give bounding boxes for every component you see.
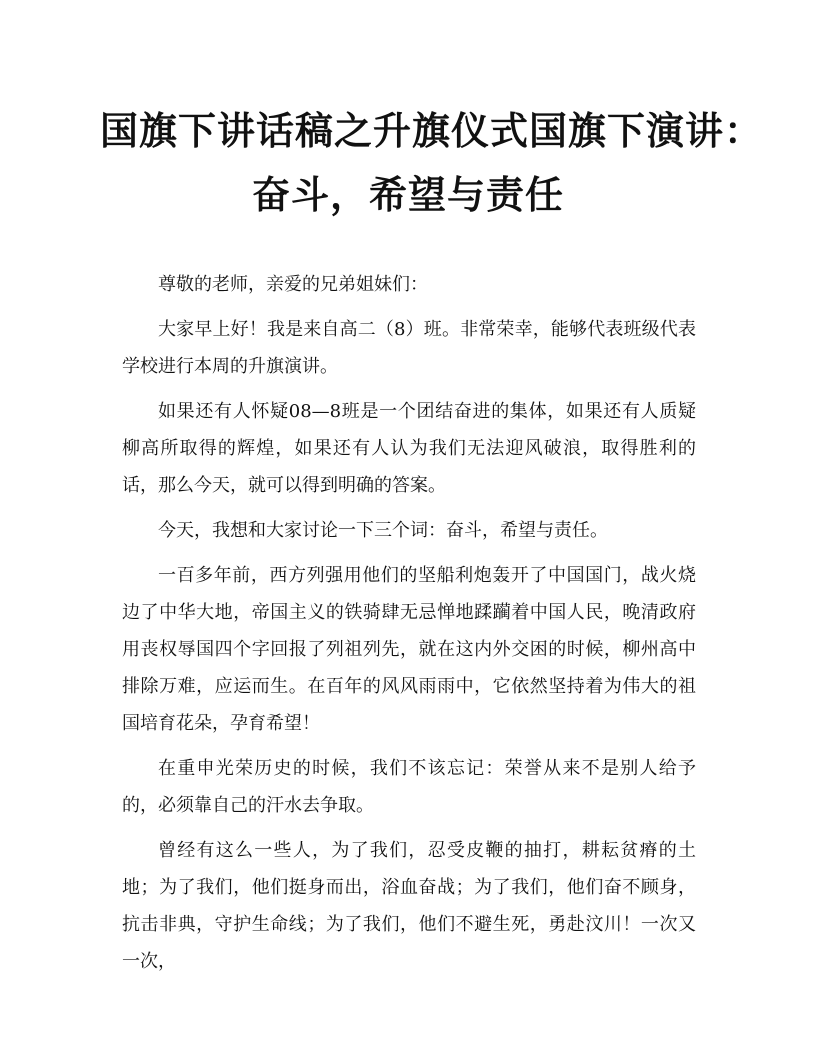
paragraph-greeting: 尊敬的老师，亲爱的兄弟姐妹们： [158, 274, 428, 295]
paragraph-sacrifice: 曾经有这么一些人，为了我们，忍受皮鞭的抽打，耕耘贫瘠的土地；为了我们，他们挺身而出，浴血奋战；为了我们，他们奋不顾身，抗击非典，守护生命线；为了我们，他们不避生死，勇赴汶川！一次又一次， [122, 840, 696, 972]
paragraph-introduction: 大家早上好！我是来自高二（8）班。非常荣幸，能够代表班级代表学校进行本周的升旗演讲。 [122, 319, 696, 377]
title-line-2: 奋斗，希望与责任 [251, 172, 564, 217]
speech-body [122, 266, 696, 988]
title-line-1: 国旗下讲话稿之升旗仪式国旗下演讲： [100, 108, 764, 153]
paragraph-topic: 今天，我想和大家讨论一下三个词：奋斗，希望与责任。 [158, 520, 608, 541]
paragraph-honor: 在重申光荣历史的时候，我们不该忘记：荣誉从来不是别人给予的，必须靠自己的汗水去争取。 [122, 758, 696, 816]
paragraph-doubt: 如果还有人怀疑08—8班是一个团结奋进的集体，如果还有人质疑柳高所取得的辉煌，如果还有人认为我们无法迎风破浪，取得胜利的话，那么今天，就可以得到明确的答案。 [122, 401, 696, 496]
paragraph-history: 一百多年前，西方列强用他们的坚船利炮轰开了中国国门，战火烧边了中华大地，帝国主义的铁骑肆无忌惮地蹂躏着中国人民，晚清政府用丧权辱国四个字回报了列祖列先，就在这内外交困的时候，柳州高中排除万难，应运而生。在百年的风风雨雨中，它依然坚持着为伟大的祖国培育花朵，孕育希望！ [122, 565, 696, 734]
